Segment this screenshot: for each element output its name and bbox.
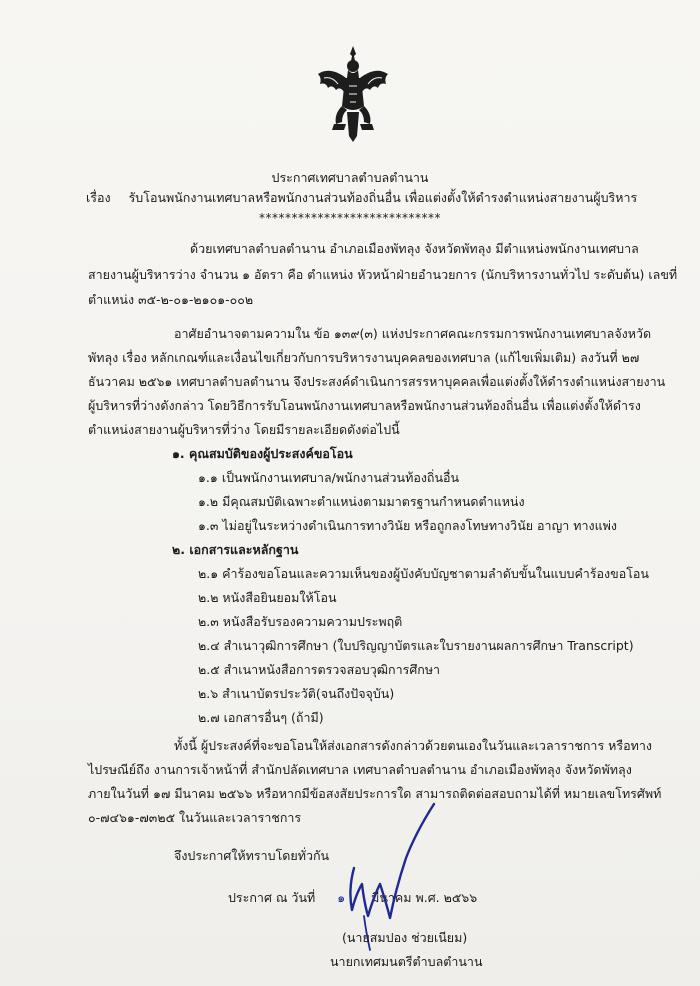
subject-text: รับโอนพนักงานเทศบาลหรือพนักงานส่วนท้องถิ่นอื่น เพื่อแต่งตั้งให้ดำรงตำแหน่งสายงานผู้บริหาร bbox=[128, 190, 638, 205]
section1-item: ๑.๓ ไม่อยู่ในระหว่างดำเนินการทางวินัย หรือถูกลงโทษทางวินัย อาญา ทางแพ่ง bbox=[198, 518, 617, 533]
announcement-title: ประกาศเทศบาลตำบลตำนาน bbox=[271, 170, 429, 185]
date-day: ๑ bbox=[337, 890, 346, 905]
section2-item: ๒.๓ หนังสือรับรองความความประพฤติ bbox=[198, 614, 403, 629]
section2-item: ๒.๒ หนังสือยินยอมให้โอน bbox=[198, 590, 337, 605]
paragraph2-line: อาศัยอำนาจตามความใน ข้อ ๑๓๙(๓) แห่งประกาศคณะกรรมการพนักงานเทศบาลจังหวัด bbox=[174, 326, 652, 341]
paragraph3-line: ๐-๗๔๖๑-๗๓๒๕ ในวันและเวลาราชการ bbox=[88, 810, 302, 825]
closing-text: จึงประกาศให้ทราบโดยทั่วกัน bbox=[174, 848, 330, 863]
paragraph3-line: ไปรษณีย์ถึง งานการเจ้าหน้าที่ สำนักปลัดเทศบาล เทศบาลตำบลตำนาน อำเภอเมืองพัทลุง จังหวัดพัทลุง bbox=[88, 762, 632, 777]
section2-item: ๒.๑ คำร้องขอโอนและความเห็นของผู้บังคับบัญชาตามลำดับขั้นในแบบคำร้องขอโอน bbox=[198, 566, 649, 581]
paragraph2-line: ผู้บริหารที่ว่างดังกล่าว โดยวิธีการรับโอนพนักงานเทศบาลหรือพนักงานส่วนท้องถิ่นอื่น เพื่อแต่งตั้งให้ดำรง bbox=[88, 398, 641, 413]
paragraph3-line: ภายในวันที่ ๑๗ มีนาคม ๒๕๖๖ หรือหากมีข้อสงสัยประการใด สามารถติดต่อสอบถามได้ที่ หมายเลขโทรศัพท์ bbox=[88, 786, 662, 801]
subject-line bbox=[86, 190, 637, 206]
subject-label: เรื่อง bbox=[86, 190, 111, 205]
section2-heading: ๒. เอกสารและหลักฐาน bbox=[172, 542, 299, 557]
paragraph1-line: ตำแหน่ง ๓๕-๒-๐๑-๒๑๐๑-๐๐๒ bbox=[88, 292, 254, 307]
separator-stars: **************************** bbox=[259, 211, 441, 225]
section1-item: ๑.๑ เป็นพนักงานเทศบาล/พนักงานส่วนท้องถิ่นอื่น bbox=[198, 470, 460, 485]
section2-item: ๒.๗ เอกสารอื่นๆ (ถ้ามี) bbox=[198, 710, 324, 725]
section2-item: ๒.๔ สำเนาวุฒิการศึกษา (ใบปริญญาบัตรและใบรายงานผลการศึกษา Transcript) bbox=[198, 638, 634, 653]
section2-item: ๒.๖ สำเนาบัตรประวัติ(จนถึงปัจจุบัน) bbox=[198, 686, 395, 701]
section1-item: ๑.๒ มีคุณสมบัติเฉพาะตำแหน่งตามมาตรฐานกำหนดตำแหน่ง bbox=[198, 494, 525, 509]
paragraph1-line: สายงานผู้บริหารว่าง จำนวน ๑ อัตรา คือ ตำแหน่ง หัวหน้าฝ่ายอำนวยการ (นักบริหารงานทั่วไป ระดับต้น) เลขที่ bbox=[88, 267, 678, 282]
signatory-name: (นายสมปอง ช่วยเนียม) bbox=[342, 930, 468, 945]
section2-item: ๒.๕ สำเนาหนังสือการตรวจสอบวุฒิการศึกษา bbox=[198, 662, 441, 677]
section1-heading: ๑. คุณสมบัติของผู้ประสงค์ขอโอน bbox=[172, 446, 353, 461]
date-month-year: มีนาคม พ.ศ. ๒๕๖๖ bbox=[371, 890, 478, 905]
paragraph1-line: ด้วยเทศบาลตำบลตำนาน อำเภอเมืองพัทลุง จังหวัดพัทลุง มีตำแหน่งพนักงานเทศบาล bbox=[190, 241, 639, 256]
signatory-title: นายกเทศมนตรีตำบลตำนาน bbox=[330, 954, 483, 969]
garuda-emblem-icon bbox=[312, 44, 394, 144]
paragraph3-line: ทั้งนี้ ผู้ประสงค์ที่จะขอโอนให้ส่งเอกสารดังกล่าวด้วยตนเองในวันและเวลาราชการ หรือทาง bbox=[174, 738, 652, 753]
date-prefix: ประกาศ ณ วันที่ bbox=[228, 890, 316, 905]
paragraph2-line: ตำแหน่งสายงานผู้บริหารที่ว่าง โดยมีรายละเอียดดังต่อไปนี้ bbox=[88, 422, 400, 437]
paragraph2-line: ธันวาคม ๒๕๖๑ เทศบาลตำบลตำนาน จึงประสงค์ดำเนินการสรรหาบุคคลเพื่อแต่งตั้งให้ดำรงตำแหน่งสายงาน bbox=[88, 374, 666, 389]
paragraph2-line: พัทลุง เรื่อง หลักเกณฑ์และเงื่อนไขเกี่ยวกับการบริหารงานบุคคลของเทศบาล (แก้ไขเพิ่มเติม) ลงวันที่ ๒๗ bbox=[88, 350, 640, 365]
